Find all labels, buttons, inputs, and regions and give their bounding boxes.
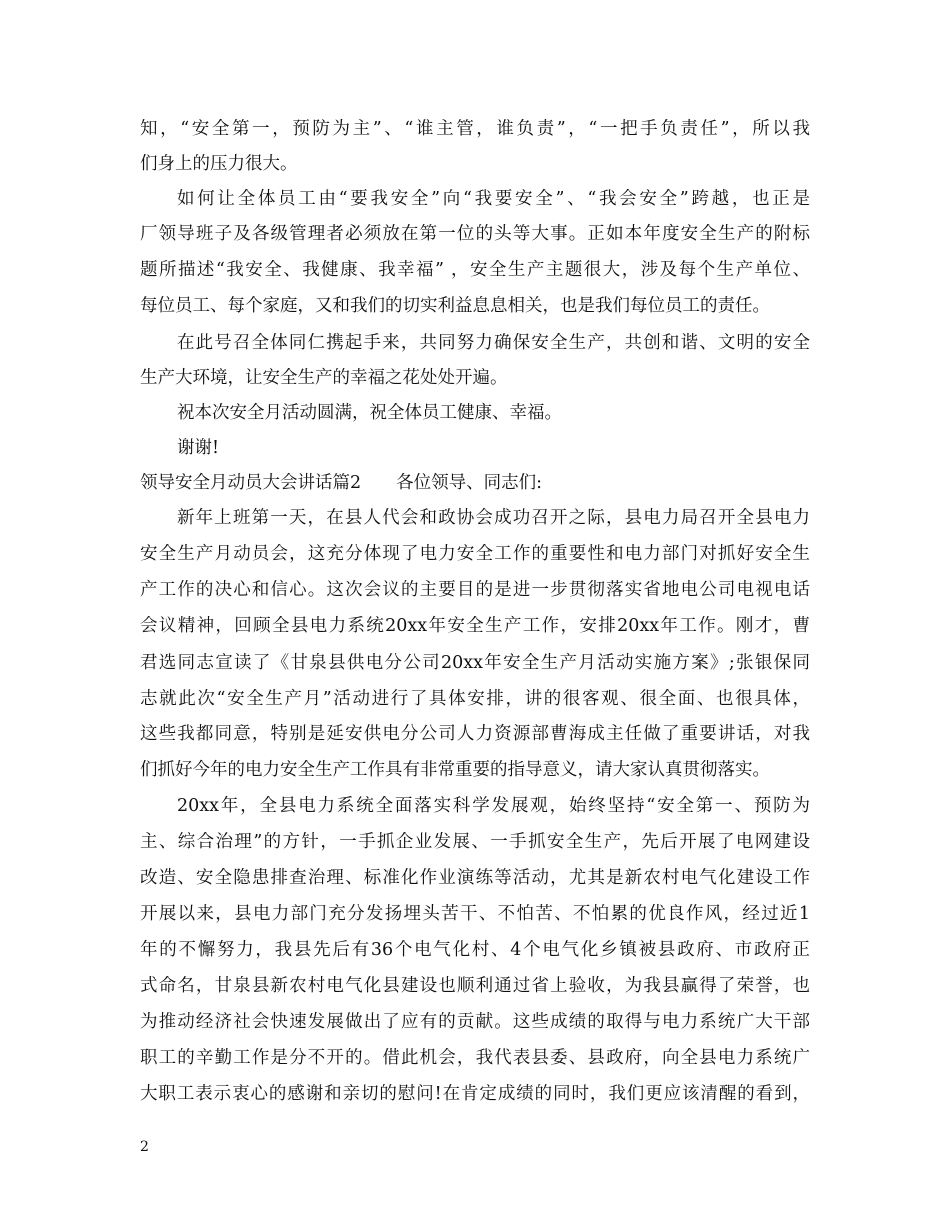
paragraph-line: 这些我都同意，特别是延安供电分公司人力资源部曹海成主任做了重要讲话，对我 [140,724,810,744]
paragraph-line: 主、综合治理”的方针，一手抓企业发展、一手抓安全生产，先后开展了电网建设 [140,832,810,852]
paragraph-line: 开展以来，县电力部门充分发扬埋头苦干、不怕苦、不怕累的优良作风，经过近1 [140,904,810,924]
paragraph-line: 每位员工、每个家庭，又和我们的切实利益息息相关，也是我们每位员工的责任。 [140,296,770,316]
paragraph-line: 为推动经济社会快速发展做出了应有的贡献。这些成绩的取得与电力系统广大干部 [140,1012,810,1032]
paragraph-line: 祝本次安全月活动圆满，祝全体员工健康、幸福。 [177,403,562,423]
paragraph-line: 改造、安全隐患排查治理、标准化作业演练等活动，尤其是新农村电气化建设工作 [140,868,810,888]
paragraph-line: 会议精神，回顾全县电力系统20xx年安全生产工作，安排20xx年工作。刚才，曹 [140,616,810,636]
paragraph-line: 知，“安全第一，预防为主”、“谁主管，谁负责”，“一把手负责任”，所以我 [140,119,810,139]
paragraph-line: 产工作的决心和信心。这次会议的主要目的是进一步贯彻落实省地电公司电视电话 [140,580,810,600]
paragraph-line: 志就此次“安全生产月”活动进行了具体安排，讲的很客观、很全面、也很具体， [140,689,810,709]
paragraph-line: 20xx年，全县电力系统全面落实科学发展观，始终坚持“安全第一、预防为 [177,796,810,816]
paragraph-line: 安全生产月动员会，这充分体现了电力安全工作的重要性和电力部门对抓好安全生 [140,544,810,564]
paragraph-line: 生产大环境，让安全生产的幸福之花处处开遍。 [140,368,508,388]
paragraph-line: 们身上的压力很大。 [140,154,298,174]
paragraph-line: 题所描述“我安全、我健康、我幸福” ，安全生产主题很大，涉及每个生产单位、 [140,260,810,280]
section-heading-line: 领导安全月动员大会讲话篇2 各位领导、同志们: [140,473,543,493]
paragraph-line: 们抓好今年的电力安全生产工作具有非常重要的指导意义，请大家认真贯彻落实。 [140,760,770,780]
paragraph-line: 如何让全体员工由“要我安全”向“我要安全”、“我会安全”跨越，也正是 [177,189,810,209]
paragraph-line: 式命名，甘泉县新农村电气化县建设也顺利通过省上验收，为我县赢得了荣誉，也 [140,976,810,996]
paragraph-line: 职工的辛勤工作是分不开的。借此机会，我代表县委、县政府，向全县电力系统广 [140,1048,810,1068]
paragraph-line: 在此号召全体同仁携起手来，共同努力确保安全生产，共创和谐、文明的安全 [177,333,810,353]
paragraph-line: 谢谢! [177,438,220,458]
page-number: 2 [140,1139,149,1155]
paragraph-line: 厂领导班子及各级管理者必须放在第一位的头等大事。正如本年度安全生产的附标 [140,224,810,244]
paragraph-line: 新年上班第一天，在县人代会和政协会成功召开之际，县电力局召开全县电力 [177,508,810,528]
paragraph-line: 君选同志宣读了《甘泉县供电分公司20xx年安全生产月活动实施方案》;张银保同 [140,653,810,673]
paragraph-line: 年的不懈努力，我县先后有36个电气化村、4个电气化乡镇被县政府、市政府正 [140,940,810,960]
paragraph-line: 大职工表示衷心的感谢和亲切的慰问!在肯定成绩的同时，我们更应该清醒的看到， [140,1084,810,1104]
